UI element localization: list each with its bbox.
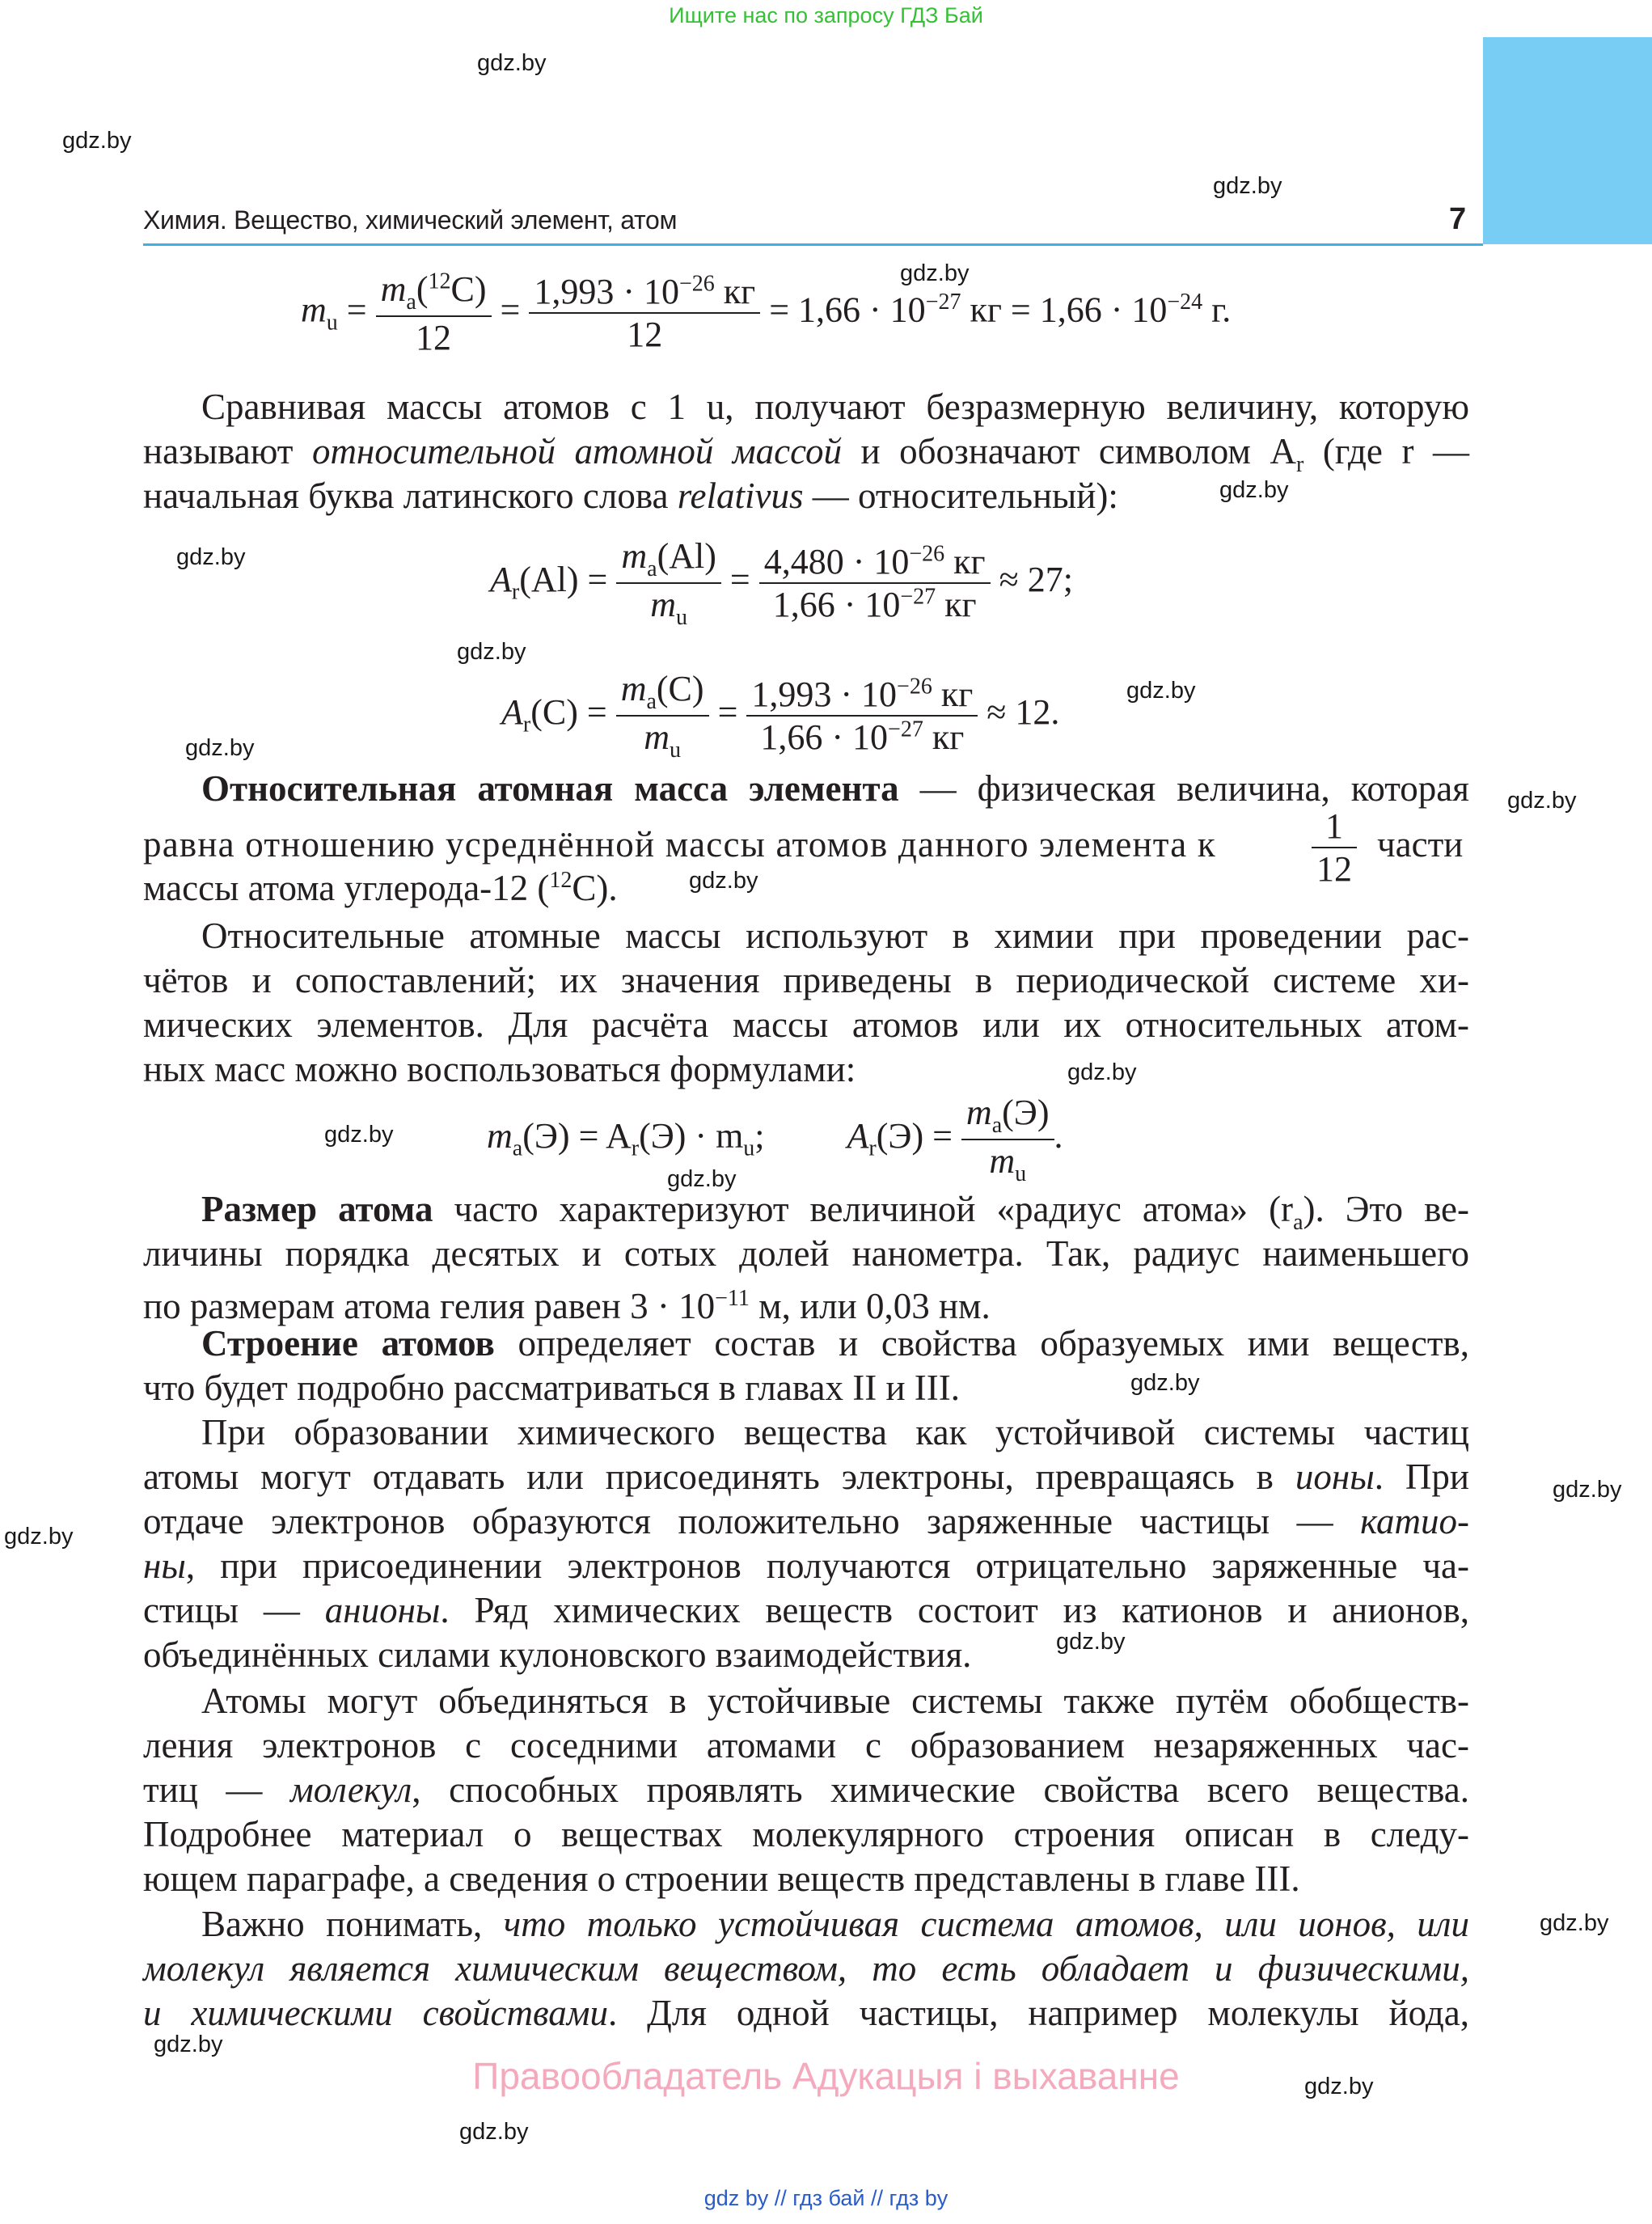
page-number: 7: [1449, 202, 1467, 236]
footer-links[interactable]: gdz by // гдз бай // гдз by: [703, 2186, 949, 2210]
watermark: gdz.by: [1219, 477, 1289, 503]
paragraph-relative-mass-definition: Относительная атомная масса элемента — физическая величина, которая: [201, 768, 1469, 809]
watermark: gdz.by: [4, 1524, 74, 1550]
definition-line-2: равна отношению усреднённой массы атомов данного элемента к: [143, 824, 1216, 865]
watermark: gdz.by: [1056, 1629, 1126, 1655]
paragraph-atom-size: Размер атома часто характеризуют величиной «радиус атома» $(r_a)$. Это ве- личины порядка десятых и сотых долей нанометра. Так, радиус наименьшего по размерам атома гелия равен $3 \cdot 10^{-11}$ м, или 0,03 нм.: [143, 1189, 1470, 1326]
watermark: gdz.by: [1213, 173, 1282, 199]
equation-mass-formulas: $m_a(Э) = A_r(Э) \cdot m_u$; $A_r(Э)$ = $\frac{m_a(Э)}{m_u}$ .: [487, 1093, 1063, 1186]
watermark: gdz.by: [154, 2032, 223, 2057]
definition-line-3: массы атома углерода-12 ($^{12}$C).: [143, 868, 618, 908]
equation-ar-aluminium: $A_r(Al)$ = $\frac{m_a(Al)}{m_u}$ = $\frac{4,480 \cdot 10^{-26} кг}{1,66 \cdot 10^{-27} кг}$ ≈ 27;: [490, 536, 1073, 630]
fraction-one-twelfth: $\frac{1}{12}$: [1312, 805, 1357, 890]
watermark: gdz.by: [1130, 1370, 1200, 1396]
definition-line-2-end: части: [1377, 824, 1464, 865]
watermark: gdz.by: [689, 868, 758, 894]
watermark: gdz.by: [1126, 678, 1196, 704]
running-head: Химия. Вещество, химический элемент, атом: [143, 205, 678, 235]
watermark: gdz.by: [324, 1122, 394, 1148]
watermark: gdz.by: [1304, 2074, 1374, 2099]
watermark: gdz.by: [477, 50, 547, 76]
equation-ar-carbon: $A_r(C)$ = $\frac{m_a(C)}{m_u}$ = $\frac{1,993 \cdot 10^{-26} кг}{1,66 \cdot 10^{-27} кг}$ ≈ 12.: [501, 669, 1060, 763]
paragraph-ions: При образовании химического вещества как устойчивой системы частиц атомы могут отдавать или присоединять электроны, превращаясь в ионы. При отдаче электронов образуются положительно заряженные частицы — катио- ны, при присоединении электронов получаются отрицательно заряженные ча- стицы — анионы. Ряд химических веществ состоит из катионов и анионов, объединённых силами кулоновского взаимодействия.: [143, 1412, 1469, 1675]
watermark: gdz.by: [900, 260, 970, 286]
equation-atomic-mass-unit: $m_u$ = $\frac{m_a(^{12}C)}{12}$ = $\frac{1,993 \cdot 10^{-26} кг}{12}$ = $1,66 \cdot 10^{-27}$ кг = $1,66 \cdot 10^{-24}$ г.: [301, 268, 1232, 357]
watermark: gdz.by: [185, 735, 255, 761]
watermark: gdz.by: [1540, 1910, 1609, 1936]
watermark: gdz.by: [176, 544, 246, 570]
watermark: gdz.by: [1507, 788, 1577, 814]
copyright-owner: Правообладатель Адукацыя і выхаванне: [472, 2055, 1180, 2097]
watermark: gdz.by: [62, 128, 132, 154]
paragraph-atom-structure: Строение атомов определяет состав и свойства образуемых ими веществ, что будет подробно рассматриваться в главах II и III.: [143, 1323, 1469, 1408]
watermark: gdz.by: [1067, 1059, 1137, 1085]
watermark: gdz.by: [1553, 1477, 1622, 1503]
paragraph-molecules: Атомы могут объединяться в устойчивые системы также путём обобществ- ления электронов с соседними атомами с образованием незаряженных час- тиц — молекул, способных проявлять химические свойства всего вещества. Подробнее материал о веществах молекулярного строения описан в следу- ющем параграфе, а сведения о строении веществ представлены в главе III.: [143, 1681, 1469, 1899]
top-banner: Ищите нас по запросу ГДЗ Бай: [669, 3, 983, 27]
watermark: gdz.by: [459, 2119, 529, 2145]
watermark: gdz.by: [667, 1166, 737, 1192]
header-rule: [143, 243, 1483, 246]
watermark: gdz.by: [457, 639, 526, 665]
paragraph-relative-mass-usage: Относительные атомные массы используют в химии при проведении рас- чётов и сопоставлений; их значения приведены в периодической системе хи- мических элементов. Для расчёта массы атомов или их относительных атом- ных масс можно воспользоваться формулами:: [143, 915, 1469, 1089]
paragraph-relative-mass-intro: Сравнивая массы атомов с 1 u, получают безразмерную величину, которую называют относительной атомной массой и обозначают символом $A_r$ (где r — начальная буква латинского слова relativus — относительный):: [143, 387, 1469, 516]
paragraph-important: Важно понимать, что только устойчивая система атомов, или ионов, или молекул является химическим веществом, то есть обладает и физическими, и химическими свойствами. Для одной частицы, например молекулы йода,: [143, 1904, 1470, 2033]
corner-accent-block: [1483, 37, 1652, 244]
